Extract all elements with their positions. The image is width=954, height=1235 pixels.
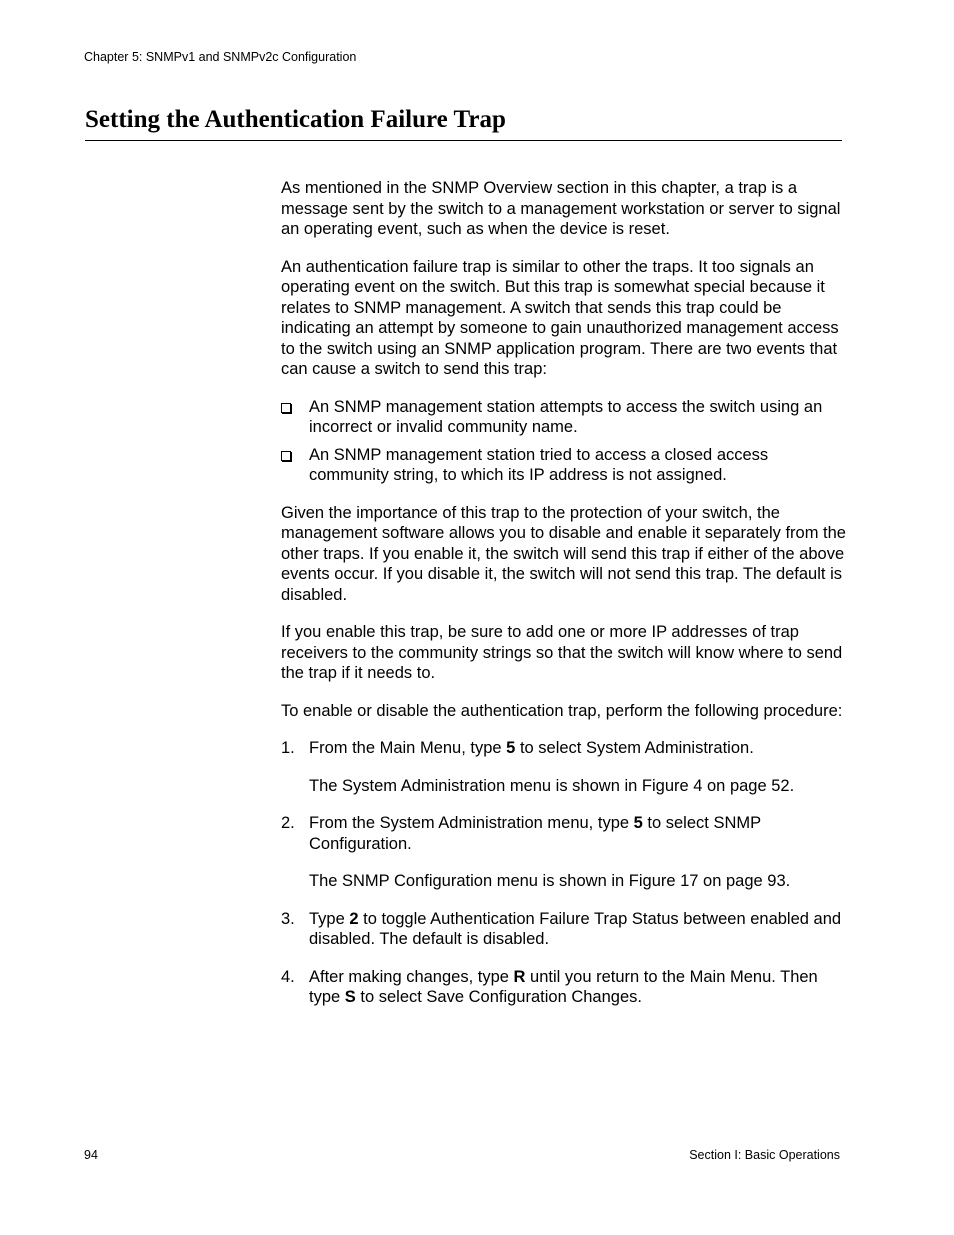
checkbox-bullet-icon: [281, 451, 291, 461]
step-item: [281, 813, 851, 892]
running-header: Chapter 5: SNMPv1 and SNMPv2c Configuration: [84, 50, 357, 64]
list-item: [281, 397, 851, 438]
step-text: Type 2 to toggle Authentication Failure Trap Status between enabled and disabled. The default is disabled.: [309, 909, 842, 948]
step-text: From the System Administration menu, type 5 to select SNMP Configuration.: [309, 814, 761, 853]
bullet-text: An SNMP management station tried to access a closed access community string, to which its IP address is not assigned.: [309, 445, 769, 484]
title-rule: [85, 140, 842, 141]
step-item: [281, 967, 851, 1008]
body-text: [281, 178, 851, 1025]
step-note: The System Administration menu is shown in Figure 4 on page 52.: [309, 776, 795, 795]
page-number: 94: [84, 1148, 98, 1162]
step-item: [281, 909, 851, 950]
paragraph-intro: As mentioned in the SNMP Overview section in this chapter, a trap is a message sent by the switch to a management workstation or server to signal an operating event, such as when the device is reset.: [281, 179, 841, 238]
step-item: [281, 738, 851, 796]
step-text: After making changes, type R until you return to the Main Menu. Then type S to select Save Configuration Changes.: [309, 967, 818, 1006]
step-number: 2.: [281, 814, 295, 832]
key-label: 2: [349, 909, 359, 928]
page-title: Setting the Authentication Failure Trap: [85, 106, 506, 133]
step-number: 4.: [281, 967, 295, 986]
step-note: The SNMP Configuration menu is shown in Figure 17 on page 93.: [309, 872, 791, 890]
paragraph-importance: Given the importance of this trap to the protection of your switch, the management software allows you to disable and enable it separately from the other traps. If you enable it, the switch will send this trap if either of the above events occur. If you disable it, the switch will not send this trap. The default is disabled.: [281, 503, 846, 604]
event-list: [281, 397, 851, 486]
paragraph-auth-trap: An authentication failure trap is similar to other the traps. It too signals an operating event on the switch. But this trap is somewhat special because it relates to SNMP management. A switch that sends this trap could be indicating an attempt by someone to gain unauthorized management access to the switch using an SNMP application program. There are two events that can cause a switch to send this trap:: [281, 257, 839, 378]
step-number: 1.: [281, 739, 295, 757]
procedure-steps: [281, 738, 851, 1008]
key-label: 5: [506, 739, 516, 757]
key-label: R: [513, 967, 526, 986]
paragraph-receivers: If you enable this trap, be sure to add one or more IP addresses of trap receivers to the community strings so that the switch will know where to send the trap if it needs to.: [281, 623, 843, 682]
key-label: 5: [633, 814, 643, 832]
list-item: [281, 445, 851, 486]
bullet-text: An SNMP management station attempts to access the switch using an incorrect or invalid community name.: [309, 397, 823, 436]
key-label: S: [344, 988, 356, 1006]
step-text: From the Main Menu, type 5 to select System Administration.: [309, 739, 754, 757]
paragraph-procedure-intro: To enable or disable the authentication trap, perform the following procedure:: [281, 701, 843, 720]
section-footer: Section I: Basic Operations: [689, 1148, 840, 1162]
checkbox-bullet-icon: [281, 403, 291, 413]
step-number: 3.: [281, 909, 295, 928]
